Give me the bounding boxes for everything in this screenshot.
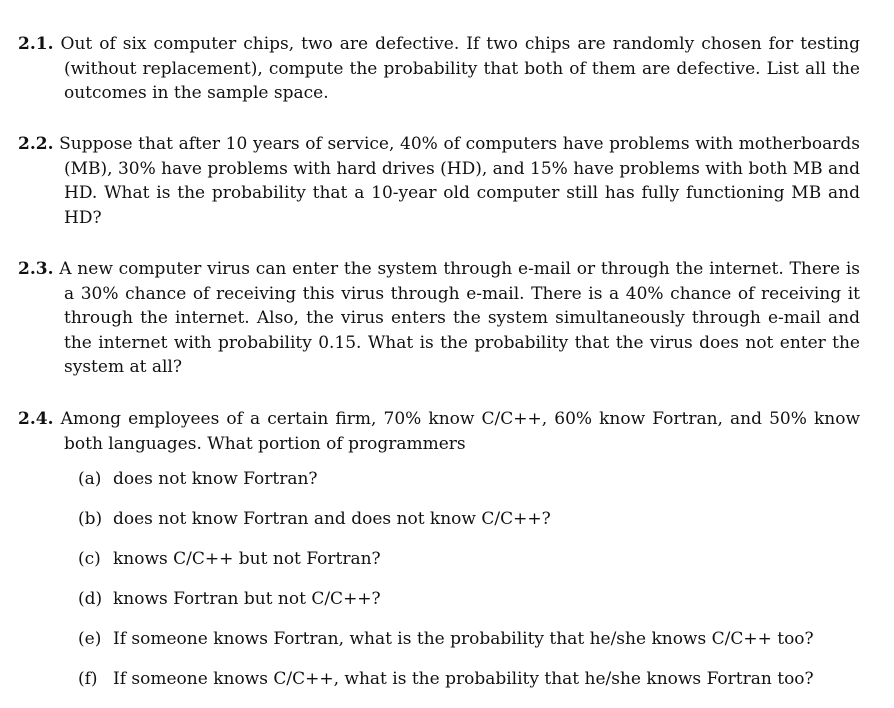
subquestion-text: If someone knows Fortran, what is the probability that he/she knows C/C++ too? [113,629,814,649]
subquestion-text: does not know Fortran? [113,469,318,489]
subquestion-text: does not know Fortran and does not know C/C++? [113,509,551,529]
problem-text: Suppose that after 10 years of service, 40% of computers have problems with motherboards (MB), 30% have problems with hard drives (HD), and 15% have problems with both MB and HD. What is the probability that a 10-year old computer still has fully functioning MB and HD? [59,134,860,228]
problem-number: 2.4. [18,409,54,429]
problem-number: 2.3. [18,259,54,279]
subquestion-label: (d) [78,589,103,609]
problem-paragraph [18,407,860,456]
subquestion-d [78,587,381,611]
subquestion-text: knows C/C++ but not Fortran? [113,549,381,569]
subquestion-c [78,547,381,571]
subquestion-label: (b) [78,509,103,529]
problem-text: Among employees of a certain firm, 70% know C/C++, 60% know Fortran, and 50% know both languages. What portion of programmers [60,409,860,454]
problem-paragraph [18,257,860,380]
problem-2-4 [18,407,860,456]
problem-number: 2.1. [18,34,54,54]
subquestion-f [78,667,814,691]
problem-text: A new computer virus can enter the system through e-mail or through the internet. There is a 30% chance of receiving this virus through e-mail. There is a 40% chance of receiving it through the internet. Also, the virus enters the system simultaneously through e-mail and the internet with probability 0.15. What is the probability that the virus does not enter the system at all? [59,259,860,377]
problem-2-3 [18,257,860,380]
problem-paragraph [18,132,860,230]
subquestion-label: (e) [78,629,102,649]
problem-number: 2.2. [18,134,54,154]
subquestion-b [78,507,551,531]
subquestion-label: (f) [78,669,98,689]
subquestion-label: (a) [78,469,102,489]
problem-2-1 [18,32,860,106]
problem-text: Out of six computer chips, two are defective. If two chips are randomly chosen for testing (without replacement), compute the probability that both of them are defective. List all the outcomes in the sample space. [60,34,861,103]
problem-2-2 [18,132,860,230]
subquestion-e [78,627,814,651]
problem-paragraph [18,32,860,106]
subquestion-text: knows Fortran but not C/C++? [113,589,381,609]
subquestion-a [78,467,318,491]
subquestion-label: (c) [78,549,101,569]
subquestion-text: If someone knows C/C++, what is the probability that he/she knows Fortran too? [113,669,814,689]
